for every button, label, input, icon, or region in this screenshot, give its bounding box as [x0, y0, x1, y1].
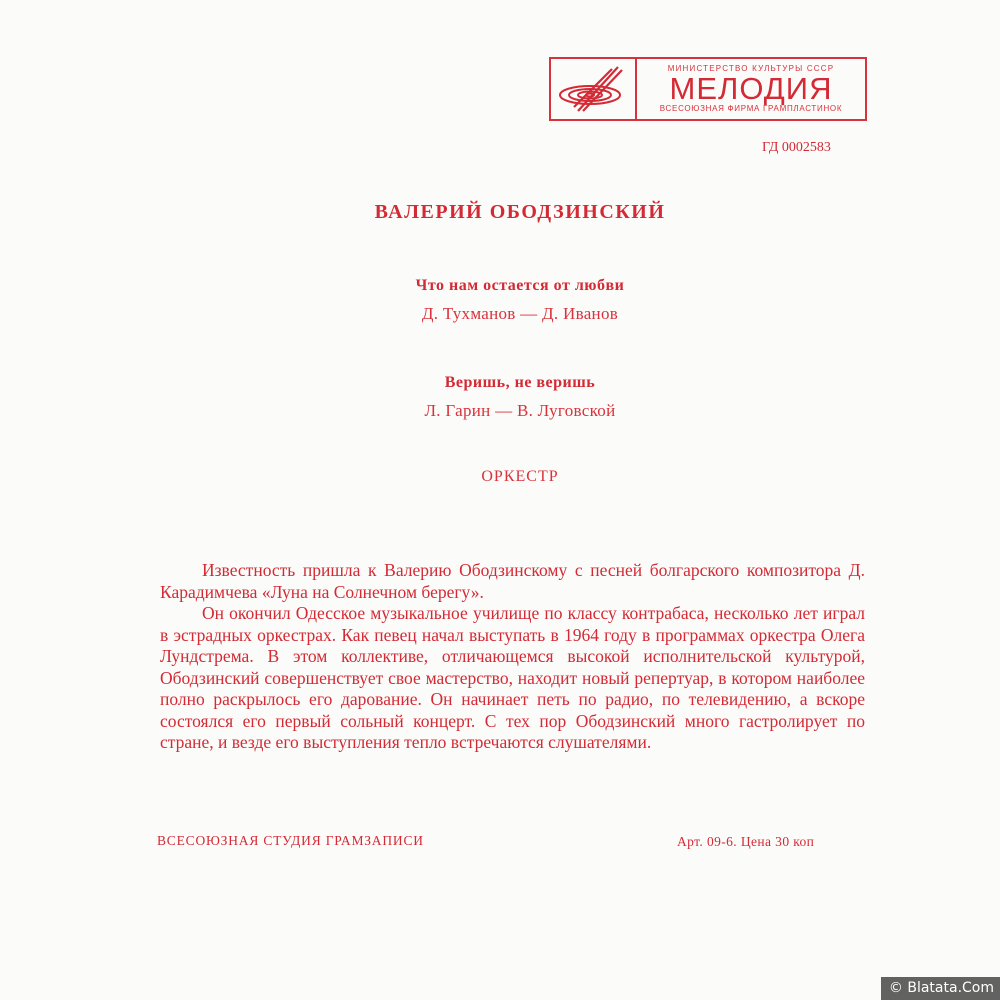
brand-name: МЕЛОДИЯ [669, 71, 833, 106]
biography-paragraph: Известность пришла к Валерию Ободзинскому с песней болгарского композитора Д. Карадимчева «Луна на Солнечном берегу». [160, 560, 865, 602]
ministry-text: МИНИСТЕРСТВО КУЛЬТУРЫ СССР [667, 64, 835, 73]
studio-credit: ВСЕСОЮЗНАЯ СТУДИЯ ГРАМЗАПИСИ [157, 833, 424, 848]
accompaniment: ОРКЕСТР [481, 468, 559, 485]
track-2 [0, 373, 1000, 421]
watermark: © Blatata.Com [881, 977, 1000, 1000]
track-title: Что нам остается от любви [415, 277, 625, 294]
track-title: Веришь, не веришь [444, 374, 596, 391]
biography-paragraph: Он окончил Одесское музыкальное училище по классу контрабаса, несколько лет играл в эстрадных оркестрах. Как певец начал выступать в 1964 году в программах оркестра Олега Лундстрема. В этом коллективе, отличающемся высокой исполнительской культурой, Ободзинский совершенствует свое мастерство, находит новый репертуар, в котором наиболее полно раскрылось его дарование. Он начинает петь по радио, по телевидению, а вскоре состоялся его первый сольный концерт. С тех пор Ободзинский много гастролирует по стране, и везде его выступления тепло встречаются слушателями. [160, 603, 865, 752]
track-credits: Д. Тухманов — Д. Иванов [421, 304, 619, 323]
logo-text-block [637, 59, 865, 119]
melodiya-record-emblem-icon [551, 59, 637, 119]
price-info: Арт. 09-6. Цена 30 коп [677, 834, 815, 849]
melodiya-logo [549, 57, 867, 121]
track-1 [0, 276, 1000, 324]
artist-name: ВАЛЕРИЙ ОБОДЗИНСКИЙ [374, 201, 666, 223]
biography [160, 560, 865, 754]
catalog-number: ГД 0002583 [762, 140, 831, 155]
firm-subtitle: ВСЕСОЮЗНАЯ ФИРМА ГРАМПЛАСТИНОК [659, 104, 843, 113]
track-credits: Л. Гарин — В. Луговской [424, 401, 616, 420]
